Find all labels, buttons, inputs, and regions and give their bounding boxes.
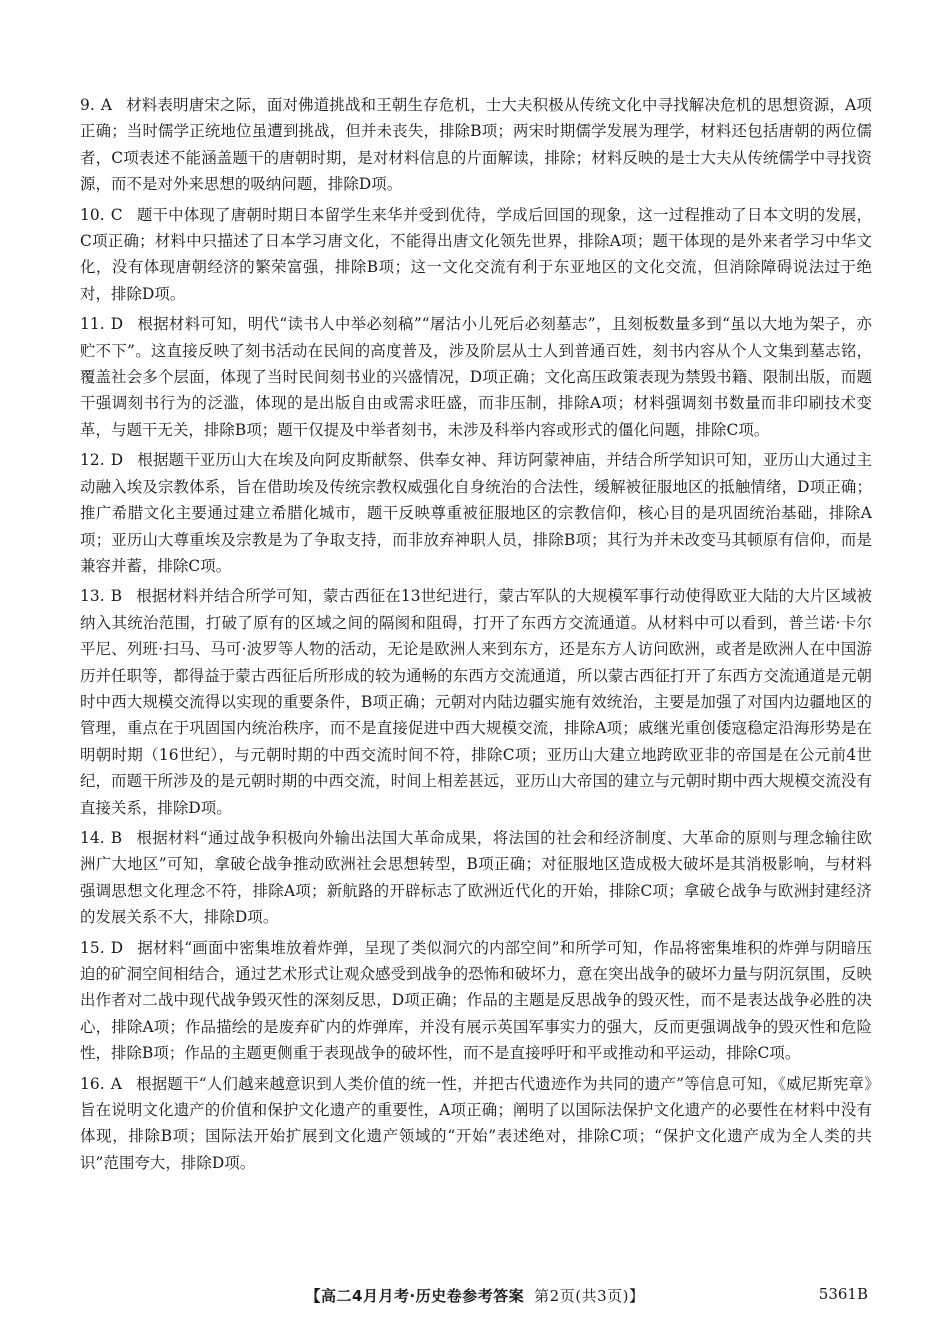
- answer-explanation: 材料表明唐宋之际，面对佛道挑战和王朝生存危机，士大夫积极从传统文化中寻找解决危机的思想资源，A项正确；当时儒学正统地位虽遭到挑战，但并未丧失，排除B项；两宋时期儒学发展为理学，材料还包括唐朝的两位儒者，C项表述不能涵盖题干的唐朝时期，是对材料信息的片面解读，排除；材料反映的是士大夫从传统儒学中寻找资源，而不是对外来思想的吸纳问题，排除D项。: [80, 96, 872, 194]
- answer-explanation: 根据材料可知，明代“读书人中举必刻稿”“屠沽小儿死后必刻墓志”，且刻板数量多到“虽以大地为架子，亦贮不下”。这直接反映了刻书活动在民间的高度普及，涉及阶层从士人到普通百姓，刻书内容从个人文集到墓志铭，覆盖社会多个层面，体现了当时民间刻书业的兴盛情况，D项正确；文化高压政策表现为禁毁书籍、限制出版，而题干强调刻书行为的泛滥，体现的是出版自由或需求旺盛，而非压制，排除A项；材料强调刻书数量而非印刷技术变革，与题干无关，排除B项；题干仅提及中举者刻书，未涉及科举内容或形式的僵化问题，排除C项。: [80, 315, 872, 439]
- answer-explanation: 根据材料并结合所学可知，蒙古西征在13世纪进行，蒙古军队的大规模军事行动使得欧亚大陆的大片区域被纳入其统治范围，打破了原有的区域之间的隔阂和阻碍，打开了东西方交流通道。从材料中可以看到，普兰诺·卡尔平尼、列班·扫马、马可·波罗等人物的活动，无论是欧洲人来到东方，还是东方人访问欧洲，或者是欧洲人在中国游历并任职等，都得益于蒙古西征后所形成的较为通畅的东西方交流通道，所以蒙古西征打开了东西方交流通道是元朝时中西大规模交流得以实现的重要条件，B项正确；元朝对内陆边疆实施有效统治，主要是加强了对国内边疆地区的管理，重点在于巩固国内统治秩序，而不是直接促进中西大规模交流，排除A项；戚继光重创倭寇稳定沿海形势是在明朝时期（16世纪），与元朝时期的中西交流时间不符，排除C项；亚历山大建立地跨欧亚非的帝国是在公元前4世纪，而题干所涉及的是元朝时期的中西交流，时间上相差甚远，亚历山大帝国的建立与元朝时期中西大规模交流没有直接关系，排除D项。: [80, 587, 872, 817]
- answer-item-15: [80, 935, 872, 1067]
- question-number: 9.: [80, 96, 95, 114]
- answer-item-13: [80, 583, 872, 821]
- footer-title: [0, 1285, 950, 1306]
- answer-list: [80, 92, 872, 1180]
- answer-choice: A: [100, 96, 113, 114]
- question-number: 16.: [80, 1074, 105, 1093]
- answer-explanation: 根据题干亚历山大在埃及向阿皮斯献祭、供奉女神、拜访阿蒙神庙，并结合所学知识可知，亚历山大通过主动融入埃及宗教体系，旨在借助埃及传统宗教权威强化自身统治的合法性，缓解被征服地区的抵触情绪，D项正确；推广希腊文化主要通过建立希腊化城市，题干反映尊重被征服地区的宗教信仰，核心目的是巩固统治基础，排除A项；亚历山大尊重埃及宗教是为了争取支持，而非放弃神职人员，排除B项；其行为并未改变马其顿原有信仰，而是兼容并蓄，排除C项。: [80, 451, 872, 575]
- question-number: 14.: [80, 828, 105, 847]
- answer-item-16: [80, 1071, 872, 1177]
- answer-item-14: [80, 825, 872, 931]
- footer-page-number: 第2页(共3页)】: [534, 1287, 645, 1305]
- answer-explanation: 据材料“画面中密集堆放着炸弹，呈现了类似洞穴的内部空间”和所学可知，作品将密集堆积的炸弹与阴暗压迫的矿洞空间相结合，通过艺术形式让观众感受到战争的恐怖和破坏力，意在突出战争的破坏力量与阴沉氛围，反映出作者对二战中现代战争毁灭性的深刻反思，D项正确；作品的主题是反思战争的毁灭性，而不是表达战争必胜的决心，排除A项；作品描绘的是废弃矿内的炸弹库，并没有展示英国军事实力的强大，反而更强调战争的毁灭性和危险性，排除B项；作品的主题更侧重于表现战争的破坏性，而不是直接呼吁和平或推动和平运动，排除C项。: [80, 938, 872, 1063]
- answer-item-12: [80, 447, 872, 579]
- answer-explanation: 根据题干“人们越来越意识到人类价值的统一性，并把古代遗迹作为共同的遗产”等信息可知，《威尼斯宪章》旨在说明文化遗产的价值和保护文化遗产的重要性，A项正确；阐明了以国际法保护文化遗产的必要性在材料中没有体现，排除B项；国际法开始扩展到文化遗产领域的“开始”表述绝对，排除C项；“保护文化遗产成为全人类的共识”范围夸大，排除D项。: [80, 1074, 872, 1172]
- question-number: 13.: [80, 587, 105, 606]
- answer-explanation: 题干中体现了唐朝时期日本留学生来华并受到优待，学成后回国的现象，这一过程推动了日本文明的发展，C项正确；材料中只描述了日本学习唐文化，不能得出唐文化领先世界，排除A项；题干体现的是外来者学习中华文化，没有体现唐朝经济的繁荣富强，排除B项；这一文化交流有利于东亚地区的文化交流，但消除障碍说法过于绝对，排除D项。: [80, 205, 872, 303]
- question-number: 12.: [80, 451, 105, 470]
- answer-choice: D: [110, 451, 124, 470]
- question-number: 11.: [80, 315, 105, 334]
- footer-exam-title: 【高二4月月考·历史卷参考答案: [305, 1287, 525, 1305]
- question-number: 15.: [80, 938, 105, 957]
- answer-item-11: [80, 311, 872, 443]
- page-footer: [0, 1285, 950, 1315]
- question-number: 10.: [80, 205, 105, 224]
- answer-item-10: [80, 202, 872, 308]
- answer-choice: B: [110, 587, 123, 606]
- answer-choice: B: [110, 828, 123, 847]
- answer-item-9: [80, 92, 872, 198]
- answer-choice: C: [110, 205, 123, 224]
- answer-choice: A: [110, 1074, 122, 1093]
- footer-code: 5361B: [818, 1285, 868, 1303]
- answer-choice: D: [110, 938, 124, 957]
- answer-choice: D: [110, 315, 124, 334]
- answer-explanation: 根据材料“通过战争积极向外输出法国大革命成果，将法国的社会和经济制度、大革命的原则与理念输往欧洲广大地区”可知，拿破仑战争推动欧洲社会思想转型，B项正确；对征服地区造成极大破坏是其消极影响，与材料强调思想文化理念不符，排除A项；新航路的开辟标志了欧洲近代化的开始，排除C项；拿破仑战争与欧洲封建经济的发展关系不大，排除D项。: [80, 828, 872, 927]
